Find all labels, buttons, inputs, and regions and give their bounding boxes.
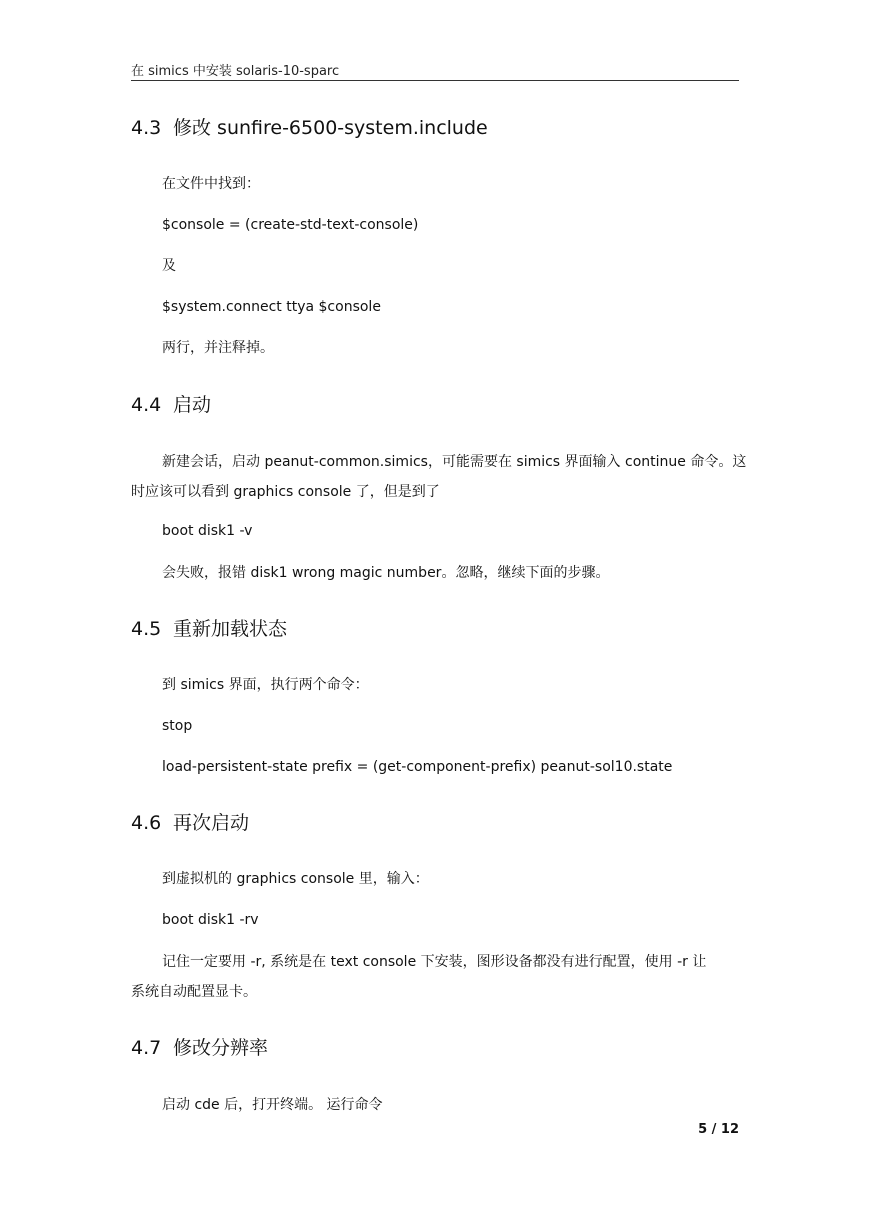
paragraph-line: 记住一定要用 -r, 系统是在 text console 下安装，图形设备都没有进行配置，使用 -r 让 bbox=[162, 954, 707, 970]
section-number: 4.5 bbox=[131, 618, 162, 640]
body-line: 两行，并注释掉。 bbox=[162, 340, 274, 356]
section-number: 4.4 bbox=[131, 394, 162, 416]
section-number: 4.3 bbox=[131, 117, 162, 139]
section-title: 修改分辨率 bbox=[173, 1037, 269, 1059]
code-line: $console = (create-std-text-console) bbox=[162, 217, 419, 233]
body-line: 在文件中找到： bbox=[162, 176, 260, 192]
code-line: $system.connect ttya $console bbox=[162, 299, 381, 315]
paragraph-line: 时应该可以看到 graphics console 了，但是到了 bbox=[131, 484, 440, 500]
section-title: 启动 bbox=[173, 394, 212, 416]
body-line: 到虚拟机的 graphics console 里，输入： bbox=[162, 871, 429, 887]
body-line: 会失败，报错 disk1 wrong magic number。忽略，继续下面的步骤。 bbox=[162, 565, 610, 581]
paragraph-line: 系统自动配置显卡。 bbox=[131, 984, 257, 1000]
section-heading-4-4 bbox=[131, 393, 211, 417]
paragraph bbox=[131, 952, 739, 1004]
section-title: 修改 sunfire-6500-system.include bbox=[173, 117, 488, 139]
section-heading-4-3 bbox=[131, 116, 488, 140]
code-line: stop bbox=[162, 718, 193, 734]
body-line: 及 bbox=[162, 258, 176, 274]
section-heading-4-7 bbox=[131, 1036, 268, 1060]
section-number: 4.7 bbox=[131, 1037, 162, 1059]
page-number: 5 / 12 bbox=[698, 1122, 739, 1137]
section-number: 4.6 bbox=[131, 812, 162, 834]
code-line: boot disk1 -v bbox=[162, 523, 253, 539]
body-line: 到 simics 界面，执行两个命令： bbox=[162, 677, 369, 693]
code-line: load-persistent-state prefix = (get-component-prefix) peanut-sol10.state bbox=[162, 759, 673, 775]
section-title: 再次启动 bbox=[173, 812, 250, 834]
section-title: 重新加载状态 bbox=[173, 618, 288, 640]
header-rule bbox=[131, 80, 739, 81]
paragraph bbox=[131, 452, 747, 504]
section-heading-4-5 bbox=[131, 617, 287, 641]
paragraph-line: 新建会话，启动 peanut-common.simics，可能需要在 simics 界面输入 continue 命令。这 bbox=[162, 454, 747, 470]
section-heading-4-6 bbox=[131, 811, 249, 835]
code-line: boot disk1 -rv bbox=[162, 912, 259, 928]
body-line: 启动 cde 后，打开终端。 运行命令 bbox=[162, 1097, 383, 1113]
running-header: 在 simics 中安装 solaris-10-sparc bbox=[131, 64, 340, 79]
